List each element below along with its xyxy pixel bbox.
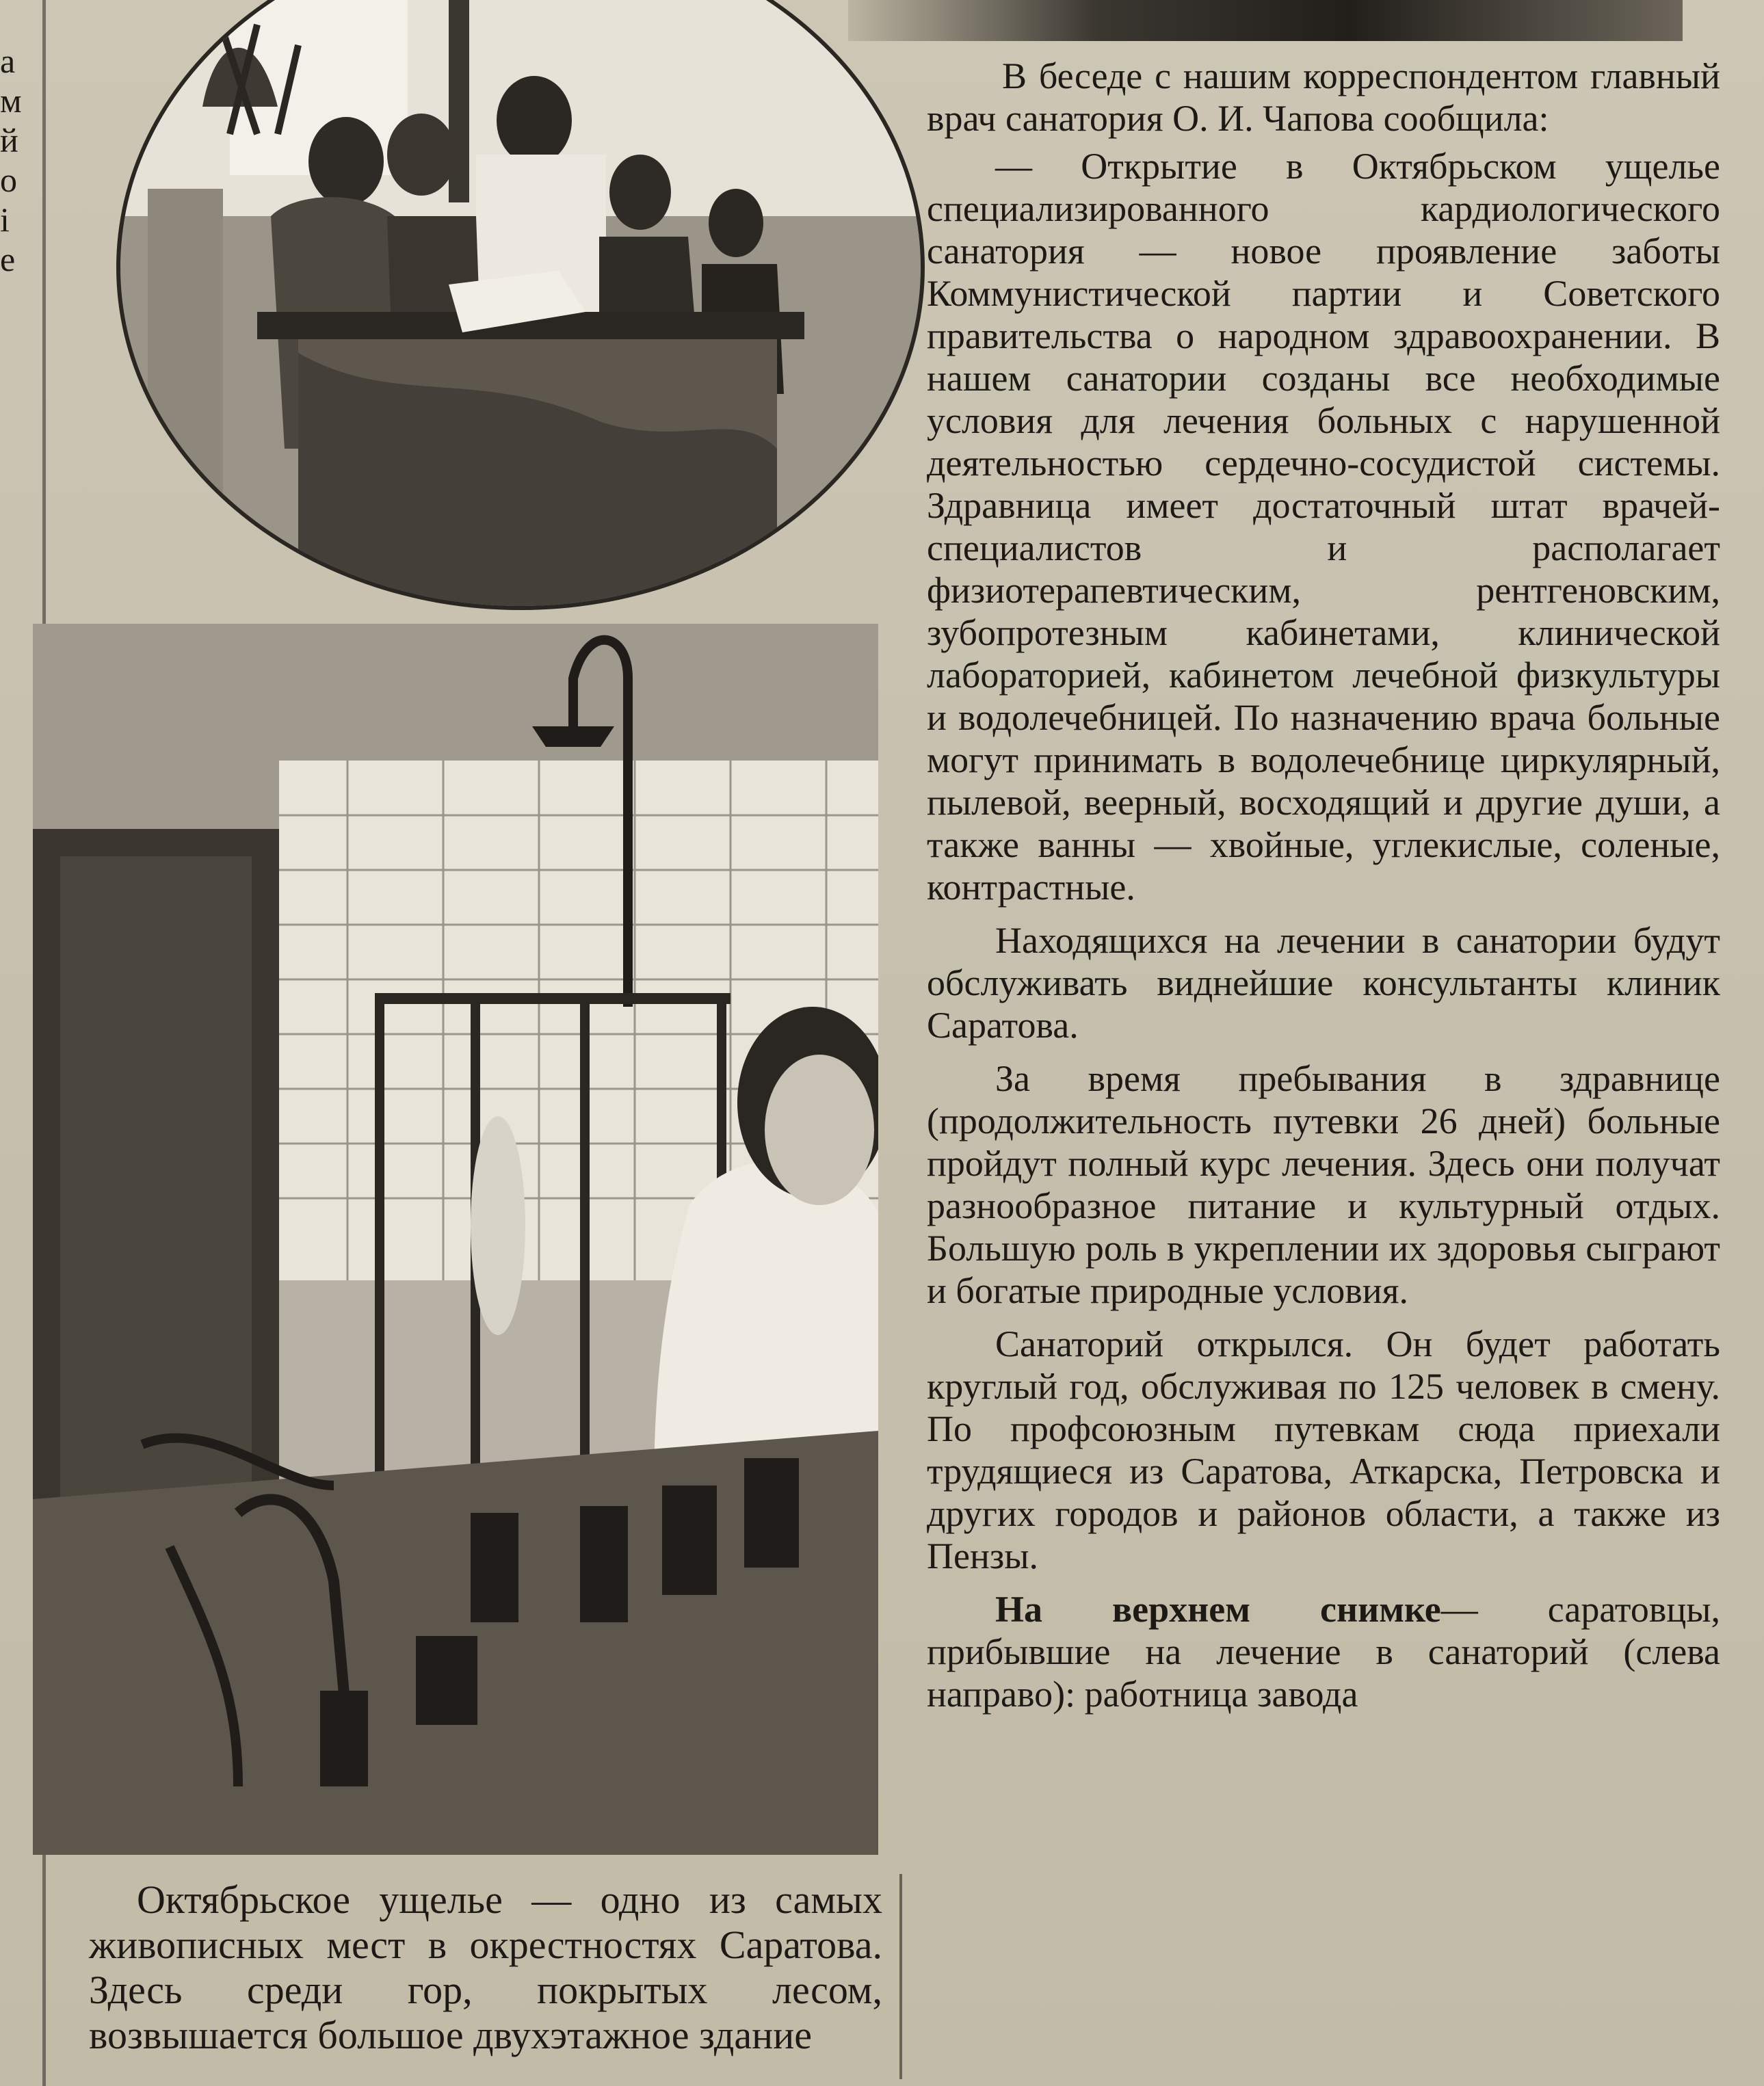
caption-divider bbox=[899, 1874, 902, 2079]
previous-column-fragment bbox=[0, 41, 27, 279]
photo-group-illustration bbox=[120, 0, 921, 606]
article-body bbox=[927, 55, 1720, 1721]
fragment-line: м bbox=[0, 81, 22, 120]
fragment-line: а bbox=[0, 42, 16, 80]
article-paragraph: Находящихся на лечении в санатории будут обслуживать виднейшие консультанты клиник Саратова. bbox=[927, 920, 1720, 1046]
photo-note bbox=[927, 1588, 1720, 1715]
photo-note-text: — саратовцы, прибывшие на лечение в санаторий (слева направо): работница завода bbox=[927, 1589, 1720, 1715]
fragment-line: й bbox=[0, 121, 18, 159]
photo-note-lead: На верхнем снимке bbox=[995, 1589, 1441, 1630]
fragment-line: і bbox=[0, 200, 10, 239]
article-paragraph: — Открытие в Октябрьском ущелье специализированного кардиологического санатория — новое проявление заботы Коммунистической партии и Советского правительства о народном здравоохранении. В нашем санатории созданы все необходимые условия для лечения больных с нарушенной деятельностью сердечно-сосудистой системы. Здравница имеет достаточный штат врачей-специалистов и располагает физиотерапевтическим, рентгеновским, зубопротезным кабинетами, клинической лабораторией, кабинетом лечебной физкультуры и водолечебницей. По назначению врача больные могут принимать в водолечебнице циркулярный, пылевой, веерный, восходящий и другие души, а также ванны — хвойные, углекислые, соленые, контрастные. bbox=[927, 146, 1720, 908]
photo-caption bbox=[89, 1877, 882, 2058]
photo-hydrotherapy bbox=[33, 624, 878, 1855]
photo-fragment-top bbox=[848, 0, 1683, 41]
article-paragraph: В беседе с нашим корреспондентом главный врач санатория О. И. Чапова сообщила: bbox=[927, 55, 1720, 139]
caption-text: Октябрьское ущелье — одно из самых живописных мест в окрестностях Саратова. Здесь среди гор, покрытых лесом, возвышается большое двухэтажное здание bbox=[89, 1877, 882, 2057]
photo-group-at-table bbox=[116, 0, 925, 610]
fragment-line: о bbox=[0, 161, 17, 199]
photo-hydrotherapy-illustration bbox=[33, 624, 878, 1855]
article-paragraph: За время пребывания в здравнице (продолжительность путевки 26 дней) больные пройдут полный курс лечения. Здесь они получат разнообразное питание и культурный отдых. Большую роль в укреплении их здоровья сыграют и богатые природные условия. bbox=[927, 1058, 1720, 1311]
fragment-line: е bbox=[0, 240, 16, 278]
article-paragraph: Санаторий открылся. Он будет работать круглый год, обслуживая по 125 человек в смену. По профсоюзным путевкам сюда приехали трудящиеся из Саратова, Аткарска, Петровска и других городов и районов области, а также из Пензы. bbox=[927, 1323, 1720, 1576]
